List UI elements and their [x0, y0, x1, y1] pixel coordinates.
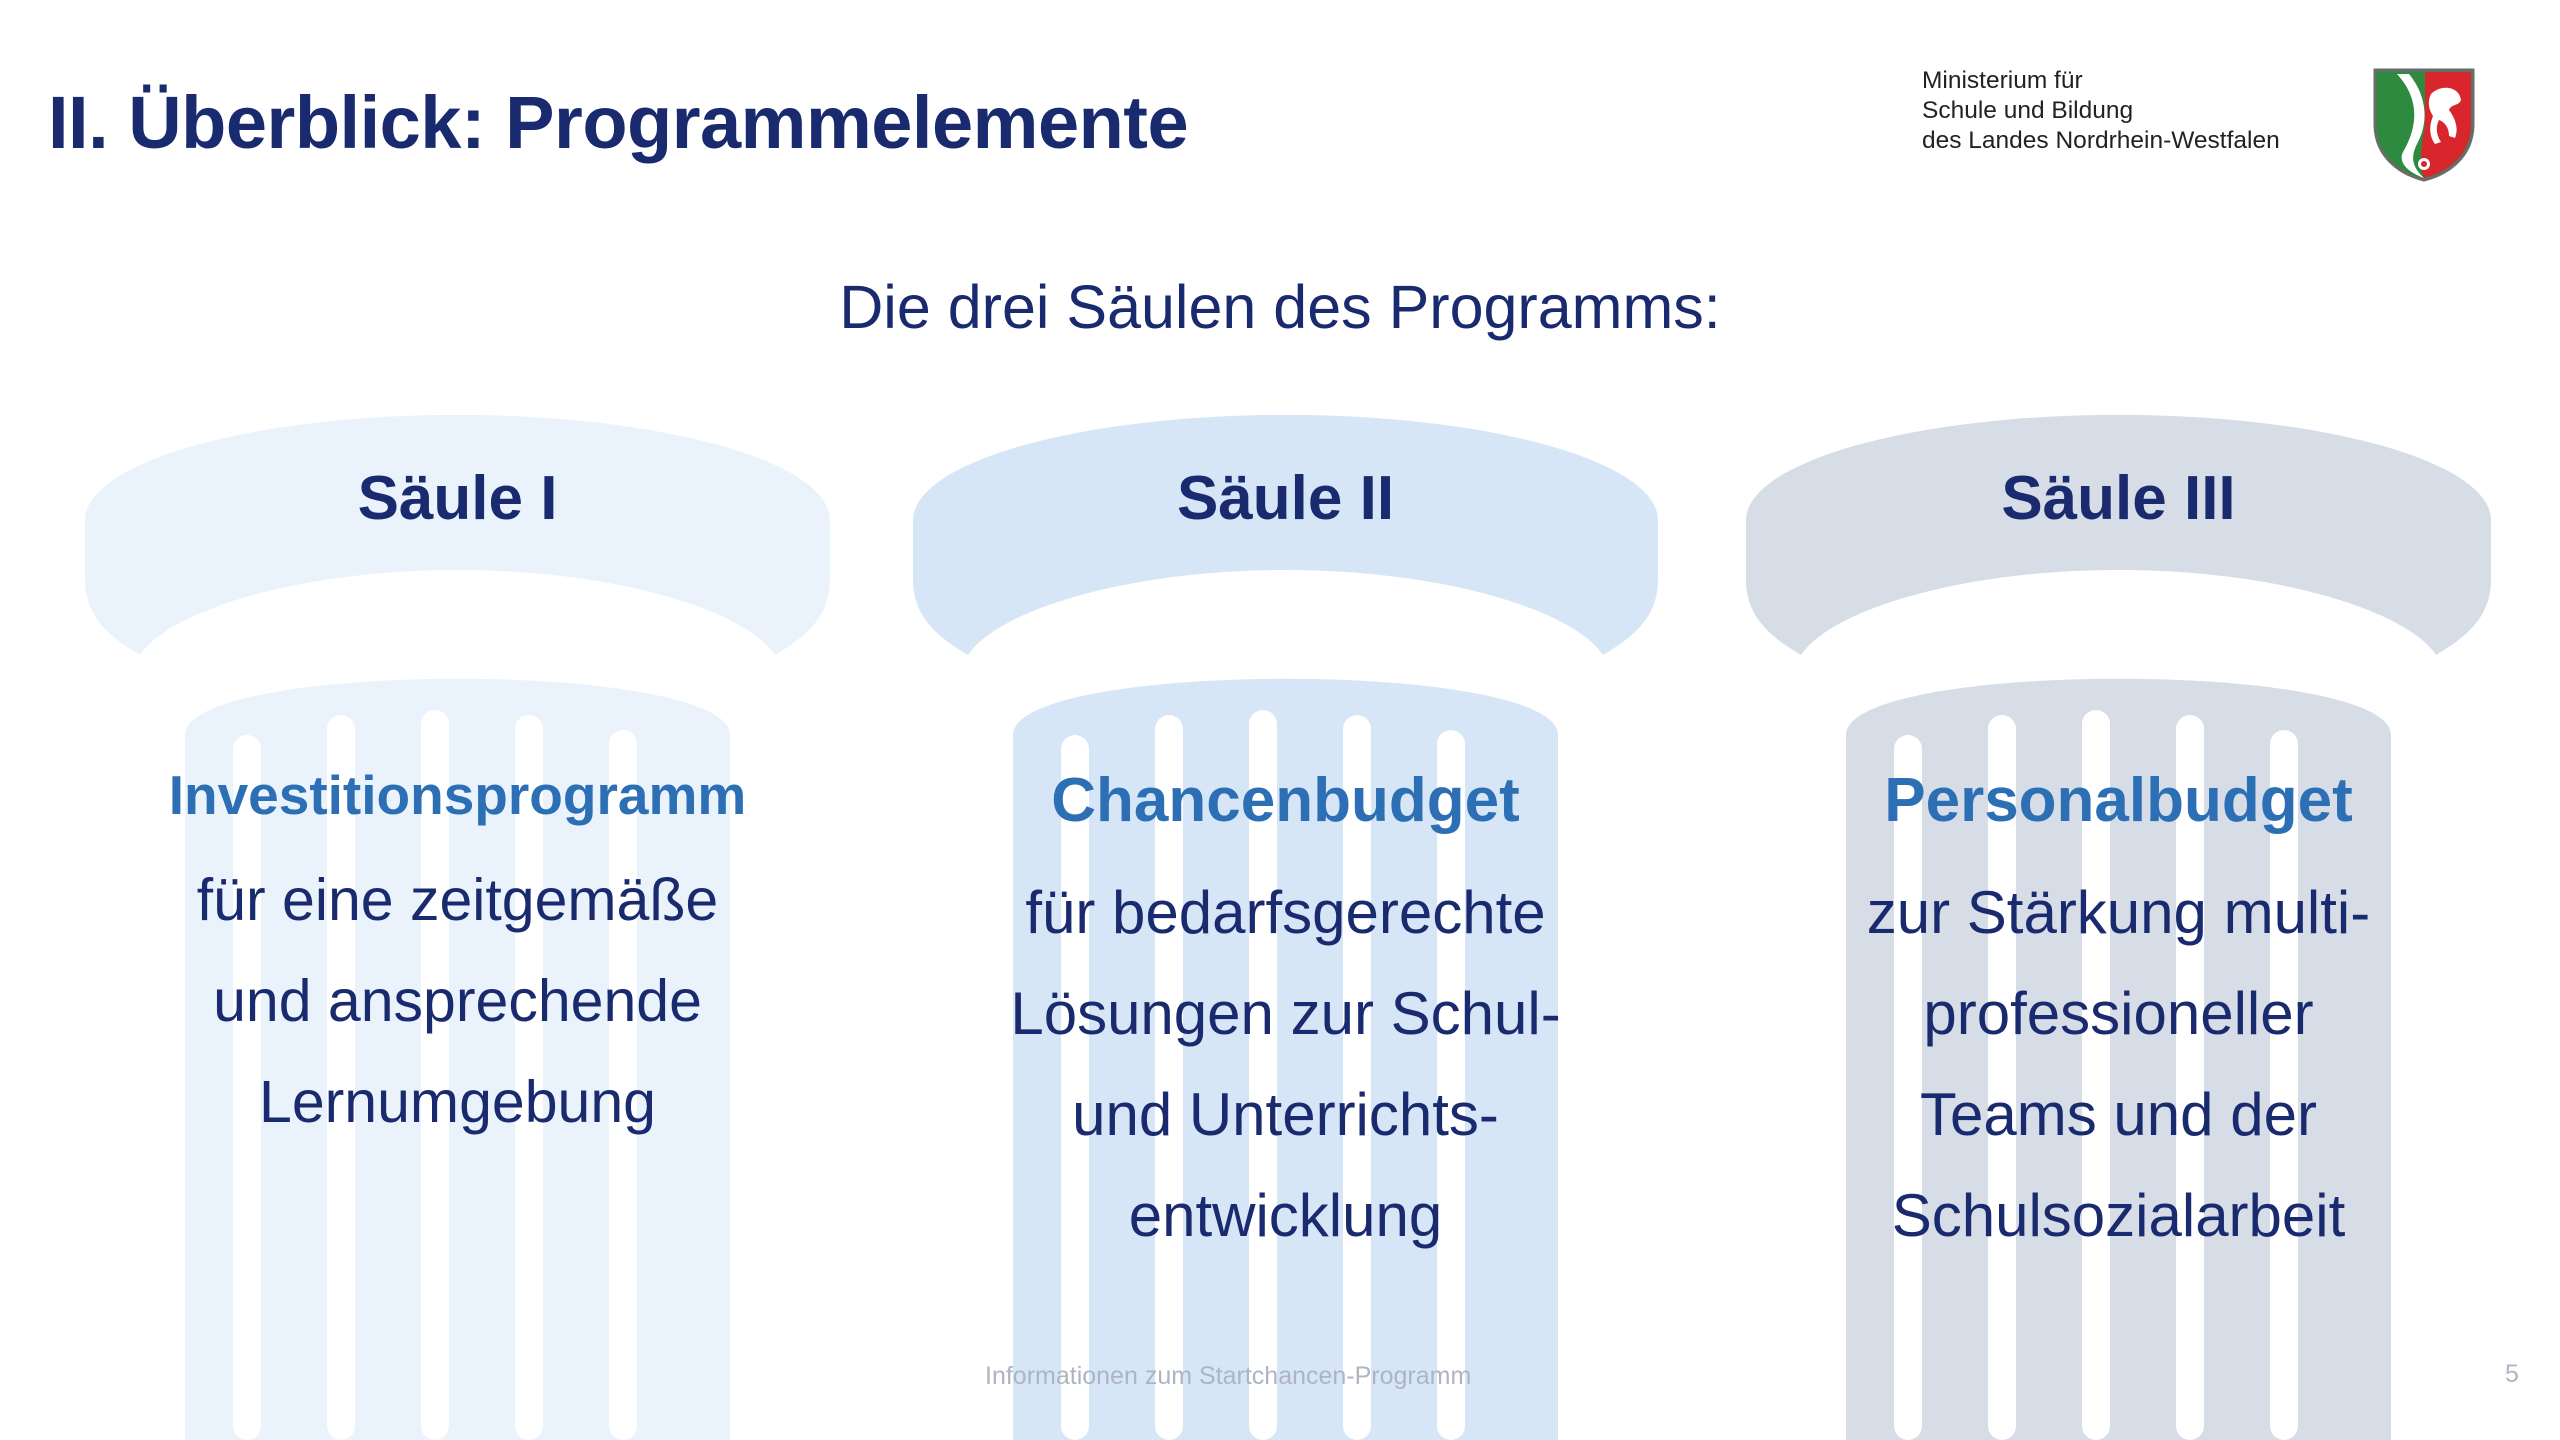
pillar-description-line: Lösungen zur Schul-	[1010, 980, 1561, 1047]
pillar-description-line: Teams und der	[1920, 1081, 2317, 1148]
pillar-description-line: Lernumgebung	[259, 1069, 656, 1135]
pillar-description-line: entwicklung	[1128, 1182, 1443, 1249]
footer-text: Informationen zum Startchancen-Programm	[985, 1362, 1472, 1390]
pillar-description-line: und Unterrichts-	[1072, 1081, 1499, 1148]
pillar-title: Säule III	[2001, 464, 2236, 533]
pillar-description-line: und ansprechende	[213, 968, 702, 1034]
pillar-3	[1746, 415, 2491, 1440]
page-title: II. Überblick: Programmelemente	[48, 81, 1189, 164]
pillar-description	[913, 862, 1658, 1266]
page-number: 5	[2505, 1360, 2519, 1388]
ministry-line: des Landes Nordrhein-Westfalen	[1922, 127, 2280, 154]
pillar-heading: Chancenbudget	[1051, 766, 1520, 835]
pillar-title: Säule I	[357, 464, 558, 533]
pillar-title: Säule II	[1176, 464, 1395, 533]
pillar-description-line: professioneller	[1923, 980, 2314, 1047]
pillar-description-line: für bedarfsgerechte	[1025, 879, 1546, 946]
pillar-description-line: Schulsozialarbeit	[1891, 1182, 2346, 1249]
ministry-line: Ministerium für	[1922, 67, 2083, 94]
ministry-name	[1922, 66, 2280, 156]
pillar-description	[85, 850, 830, 1153]
pillar-description	[1746, 862, 2491, 1266]
pillar-2	[913, 415, 1658, 1440]
pillar-heading: Investitionsprogramm	[168, 764, 747, 826]
pillar-description-line: zur Stärkung multi-	[1866, 879, 2371, 946]
pillar-heading: Personalbudget	[1884, 766, 2353, 835]
subtitle: Die drei Säulen des Programms:	[839, 273, 1721, 341]
pillar-description-line: für eine zeitgemäße	[196, 867, 719, 933]
pillar-1	[85, 415, 830, 1440]
nrw-coat-of-arms-icon	[2367, 66, 2481, 184]
ministry-line: Schule und Bildung	[1922, 97, 2134, 124]
